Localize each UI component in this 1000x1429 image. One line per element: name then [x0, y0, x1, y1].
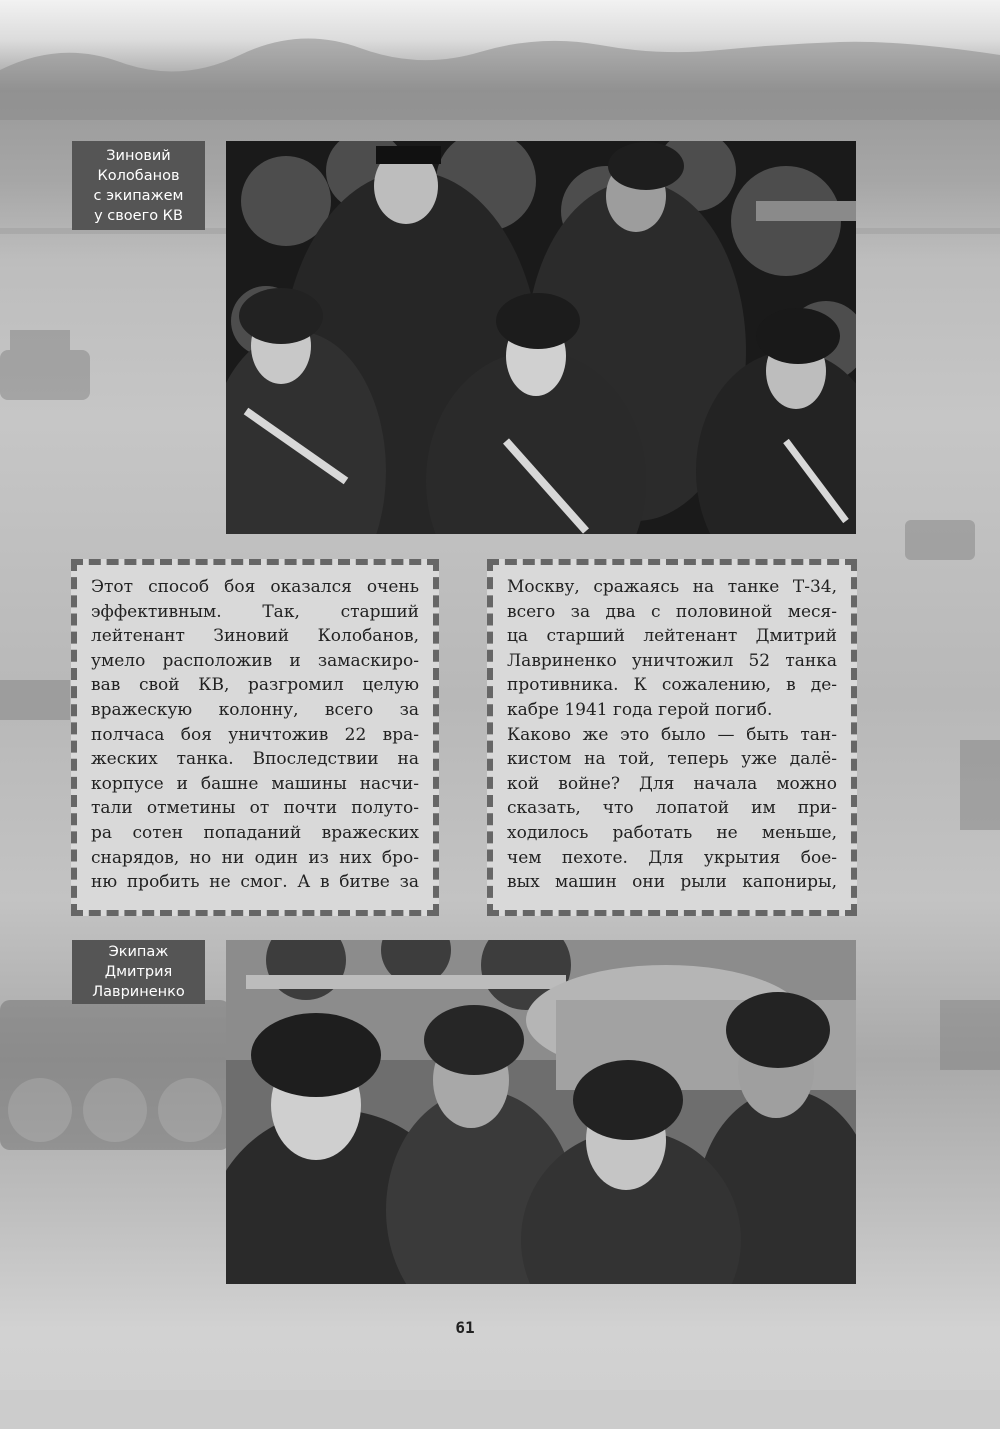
- photo-kolobanov-crew: [226, 141, 856, 534]
- text-line: вражескую колонну, всего за: [91, 699, 419, 720]
- text-line: ра сотен попаданий вражеских: [91, 822, 419, 843]
- text-line: ца старший лейтенант Дмитрий: [507, 626, 837, 647]
- caption-line: Экипаж: [108, 944, 169, 960]
- text-line: противника. К сожалению, в де-: [507, 675, 837, 696]
- text-line: эффективным. Так, старший: [91, 601, 419, 622]
- caption-line: у своего КВ: [94, 207, 183, 224]
- caption-line: с экипажем: [93, 187, 184, 204]
- text-line: Каково же это было — быть тан-: [507, 724, 837, 745]
- text-line: сказать, что лопатой им при-: [507, 798, 837, 819]
- text-line: кой войне? Для начала можно: [507, 773, 837, 794]
- text-line: жеских танка. Впоследствии на: [91, 749, 419, 770]
- caption-line: Зиновий: [106, 147, 171, 164]
- text-column-right: [487, 559, 857, 916]
- photo-caption-lavrinenko: [72, 940, 205, 1004]
- text-line: всего за два с половиной меся-: [507, 601, 837, 622]
- text-line: тали отметины от почти полуто-: [91, 798, 419, 819]
- text-line: чем пехоте. Для укрытия боe-: [507, 847, 837, 868]
- text-line: кабре 1941 года герой погиб.: [507, 699, 773, 720]
- page-number: 61: [455, 1318, 475, 1337]
- text-line: лейтенант Зиновий Колобанов,: [91, 626, 419, 647]
- text-line: корпусе и башне машины насчи-: [91, 773, 419, 794]
- text-line: полчаса боя уничтожив 22 вра-: [91, 724, 419, 745]
- text-line: вав свой КВ, разгромил целую: [91, 675, 419, 696]
- text-line: умело расположив и замаскиро-: [91, 650, 419, 671]
- text-line: кистом на той, теперь уже далё-: [507, 749, 837, 770]
- text-line: Этот способ боя оказался очень: [91, 577, 419, 597]
- caption-line: Дмитрия: [104, 964, 173, 980]
- caption-line: Колобанов: [97, 167, 180, 184]
- photo-caption-kolobanov: [72, 141, 205, 230]
- text-line: снарядов, но ни один из них бро-: [91, 847, 419, 868]
- text-line: Лавриненко уничтожил 52 танка: [507, 650, 837, 671]
- text-line: Москву, сражаясь на танке Т-34,: [507, 577, 837, 597]
- photo-lavrinenko-crew: [226, 940, 856, 1284]
- caption-line: Лавриненко: [92, 984, 185, 1000]
- text-line: ню пробить не смог. А в битве за: [91, 872, 419, 893]
- text-column-left: [71, 559, 439, 916]
- text-line: ходилось работать не меньше,: [507, 822, 837, 843]
- text-line: вых машин они рыли капониры,: [507, 872, 837, 893]
